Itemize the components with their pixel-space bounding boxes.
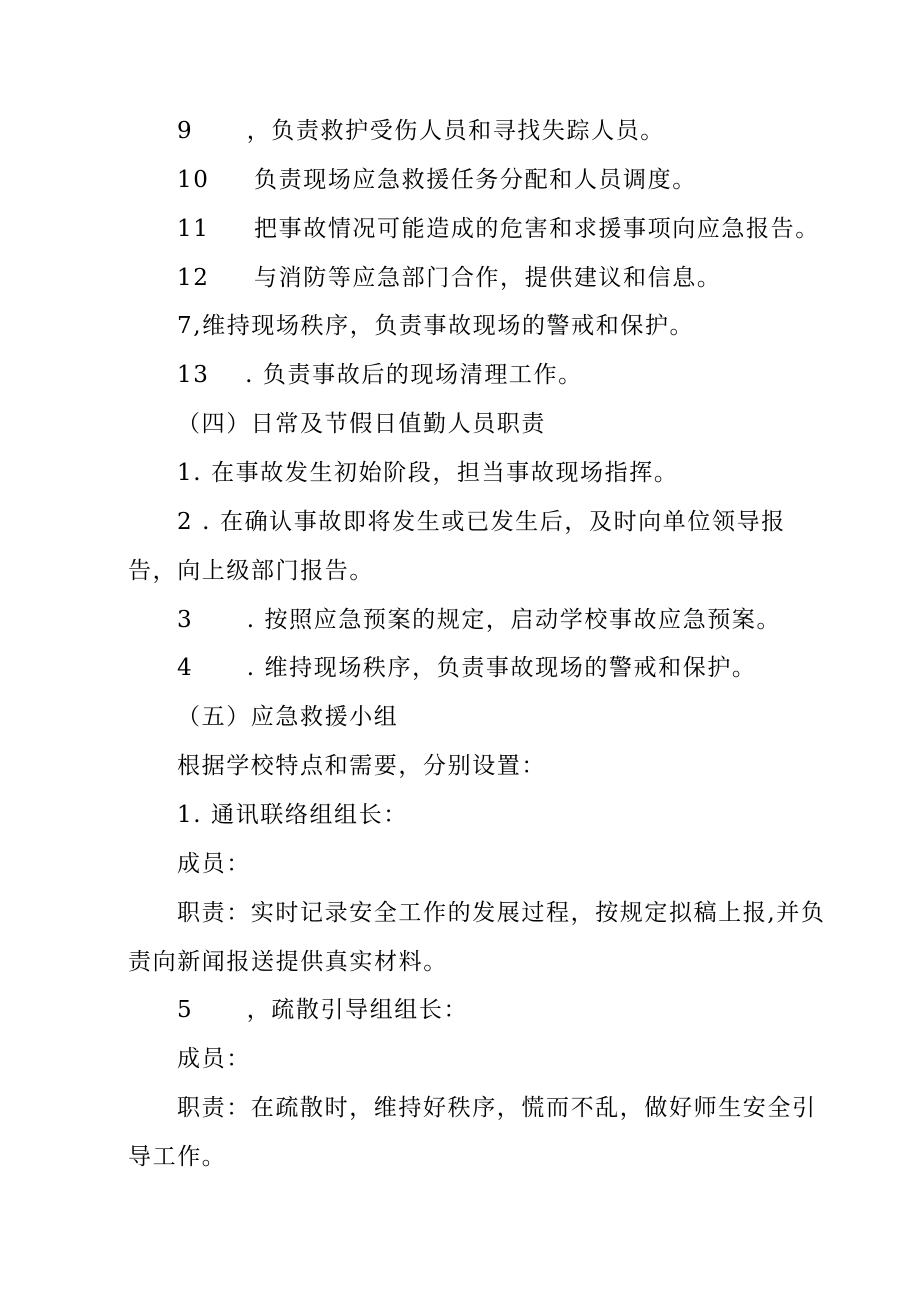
text-line-group-5-members: 成员：: [177, 1046, 251, 1073]
text-line-item-11: 11 把事故情况可能造成的危害和求援事项向应急报告。: [177, 215, 820, 242]
text-line-item-10: 10 负责现场应急救援任务分配和人员调度。: [177, 166, 697, 193]
text-line-group-1-members: 成员：: [177, 850, 251, 877]
text-line-item-7: 7,维持现场秩序，负责事故现场的警戒和保护。: [177, 313, 695, 340]
text-line-setup-note: 根据学校特点和需要，分别设置：: [177, 753, 546, 780]
text-line-section-4-heading: （四）日常及节假日值勤人员职责: [177, 411, 546, 438]
text-line-item-9: 9 ，负责救护受伤人员和寻找失踪人员。: [177, 118, 665, 144]
text-line-item-12: 12 与消防等应急部门合作，提供建议和信息。: [177, 264, 722, 291]
text-line-section-5-heading: （五）应急救援小组: [177, 704, 399, 731]
text-line-duty-1: 1. 在事故发生初始阶段，担当事故现场指挥。: [177, 460, 679, 487]
text-line-item-13: 13 . 负责事故后的现场清理工作。: [177, 362, 583, 389]
text-line-group-5-duty: 职责：在疏散时，维持好秩序，慌而不乱，做好师生安全引: [177, 1095, 817, 1122]
text-line-group-5-leader: 5 ，疏散引导组组长：: [177, 997, 469, 1024]
text-line-duty-2: 2 . 在确认事故即将发生或已发生后，及时向单位领导报: [177, 508, 786, 535]
text-line-group-1-duty: 职责：实时记录安全工作的发展过程，按规定拟稿上报,并负: [177, 899, 826, 926]
text-line-group-1-duty-cont: 责向新闻报送提供真实材料。: [128, 948, 448, 975]
text-line-group-5-duty-cont: 导工作。: [128, 1144, 227, 1171]
text-line-duty-2-cont: 告，向上级部门报告。: [128, 557, 374, 584]
text-line-duty-4: 4 . 维持现场秩序，负责事故现场的警戒和保护。: [177, 655, 757, 682]
text-line-group-1-leader: 1. 通讯联络组组长：: [177, 802, 408, 829]
text-line-duty-3: 3 . 按照应急预案的规定，启动学校事故应急预案。: [177, 606, 782, 633]
